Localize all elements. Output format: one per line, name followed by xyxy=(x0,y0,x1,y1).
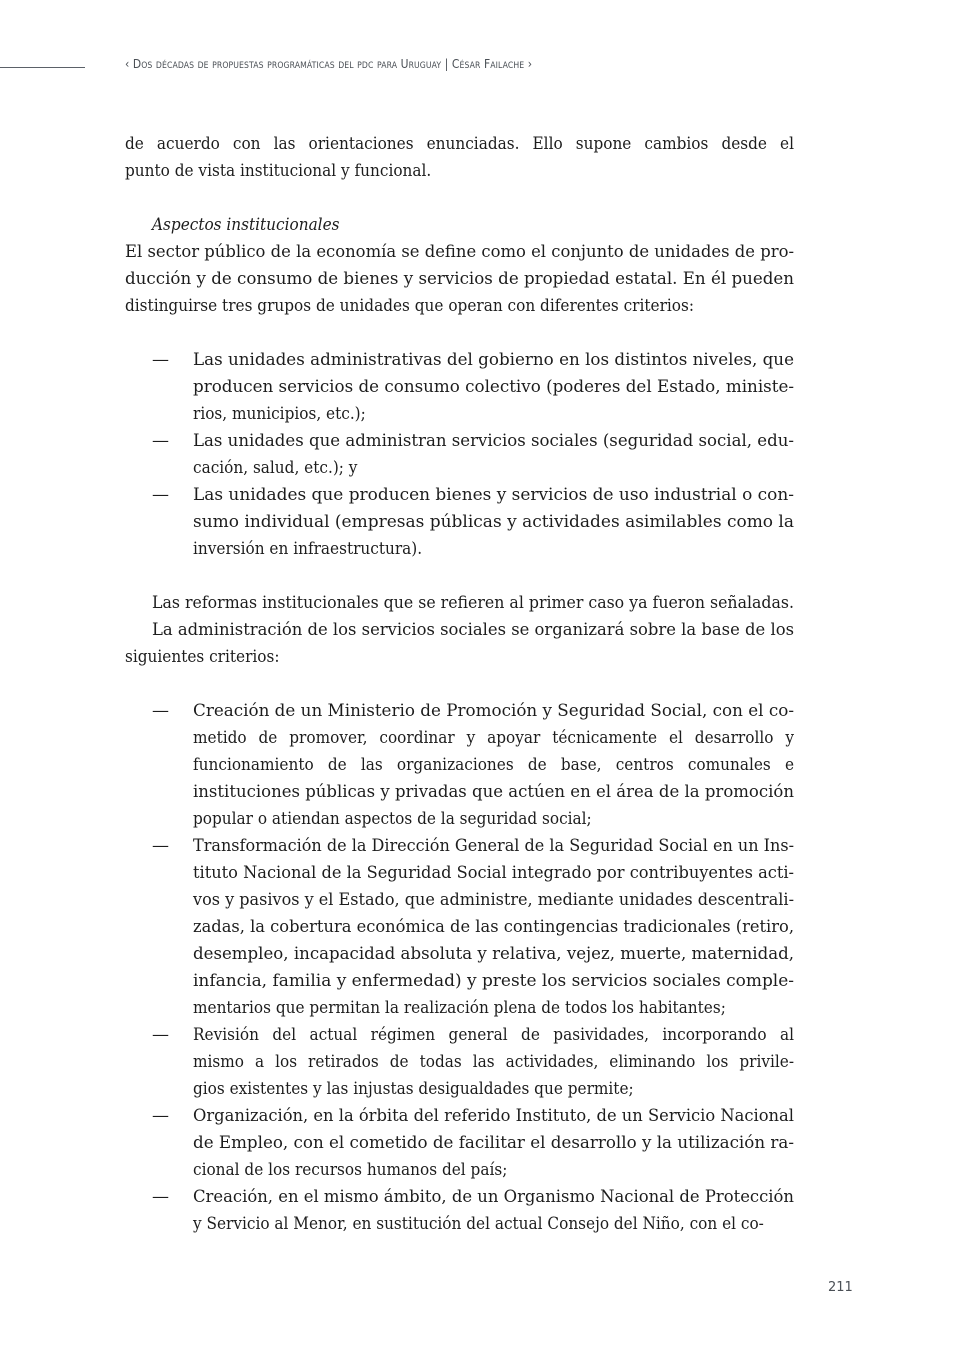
text-line: La administración de los servicios sociales se organizará sobre la base de los xyxy=(152,620,794,640)
list-item xyxy=(125,482,794,563)
text-line: zadas, la cobertura económica de las contingencias tradicionales (retiro, xyxy=(193,917,794,937)
text-line: rios, municipios, etc.); xyxy=(193,404,366,424)
text-line: El sector público de la economía se define como el conjunto de unidades de pro- xyxy=(125,242,794,262)
text-line: infancia, familia y enfermedad) y preste los servicios sociales comple- xyxy=(193,971,794,991)
text-line: Las unidades que producen bienes y servicios de uso industrial o con- xyxy=(193,485,794,505)
text-line: Revisión del actual régimen general de pasividades, incorporando al xyxy=(193,1025,794,1045)
text-line: siguientes criterios: xyxy=(125,647,280,667)
text-line: Creación de un Ministerio de Promoción y Seguridad Social, con el co- xyxy=(193,701,794,721)
list-item xyxy=(125,833,794,1022)
text-line: Transformación de la Dirección General de la Seguridad Social en un Ins- xyxy=(193,836,794,856)
list-item xyxy=(125,698,794,833)
text-line: funcionamiento de las organizaciones de base, centros comunales e xyxy=(193,755,795,775)
em-dash-bullet: — xyxy=(152,836,169,856)
text-line: de acuerdo con las orientaciones enunciadas. Ello supone cambios desde el xyxy=(125,134,795,154)
text-line: de Empleo, con el cometido de facilitar el desarrollo y la utilización ra- xyxy=(193,1133,794,1153)
text-line: Las unidades administrativas del gobierno en los distintos niveles, que xyxy=(193,350,794,370)
list-item xyxy=(125,347,794,428)
list-item xyxy=(125,1103,794,1184)
text-line: desempleo, incapacidad absoluta y relativa, vejez, muerte, maternidad, xyxy=(193,944,794,964)
middle-paragraph xyxy=(125,590,794,671)
text-line: mentarios que permitan la realización plena de todos los habitantes; xyxy=(193,998,726,1018)
em-dash-bullet: — xyxy=(152,431,169,451)
section-heading: Aspectos institucionales xyxy=(152,215,340,235)
text-line: gios existentes y las injustas desigualdades que permite; xyxy=(193,1079,634,1099)
text-line: distinguirse tres grupos de unidades que operan con diferentes criterios: xyxy=(125,296,694,316)
page-number: 211 xyxy=(828,1280,853,1295)
text-line: vos y pasivos y el Estado, que administre, mediante unidades descentrali- xyxy=(193,890,794,910)
list-item xyxy=(125,428,794,482)
text-line: Creación, en el mismo ámbito, de un Organismo Nacional de Protección xyxy=(193,1187,794,1207)
running-header: ‹ Dos décadas de propuestas programáticas del pdc para Uruguay | César Failache › xyxy=(125,56,533,71)
text-line: inversión en infraestructura). xyxy=(193,539,423,559)
text-line: mismo a los retirados de todas las actividades, eliminando los privile- xyxy=(193,1052,795,1072)
text-line: cional de los recursos humanos del país; xyxy=(193,1160,508,1180)
em-dash-bullet: — xyxy=(152,1025,169,1045)
em-dash-bullet: — xyxy=(152,1106,169,1126)
text-line: metido de promover, coordinar y apoyar técnicamente el desarrollo y xyxy=(193,728,795,748)
intro-paragraph xyxy=(125,131,794,185)
text-line: tituto Nacional de la Seguridad Social integrado por contribuyentes acti- xyxy=(193,863,794,883)
public-sector-units-list xyxy=(125,347,794,563)
text-line: punto de vista institucional y funcional. xyxy=(125,161,432,181)
em-dash-bullet: — xyxy=(152,701,169,721)
em-dash-bullet: — xyxy=(152,350,169,370)
social-services-criteria-list xyxy=(125,698,794,1238)
list-item xyxy=(125,1184,794,1238)
list-item xyxy=(125,1022,794,1103)
page-body xyxy=(125,131,794,1238)
text-line: cación, salud, etc.); y xyxy=(193,458,358,478)
text-line: instituciones públicas y privadas que actúen en el área de la promoción xyxy=(193,782,794,802)
text-line: y Servicio al Menor, en sustitución del actual Consejo del Niño, con el co- xyxy=(193,1214,764,1234)
text-line: sumo individual (empresas públicas y actividades asimilables como la xyxy=(193,512,794,532)
text-line: Las unidades que administran servicios sociales (seguridad social, edu- xyxy=(193,431,794,451)
text-line: producen servicios de consumo colectivo (poderes del Estado, ministe- xyxy=(193,377,794,397)
text-line: popular o atiendan aspectos de la seguridad social; xyxy=(193,809,592,829)
header-rule xyxy=(0,67,85,68)
text-line: Organización, en la órbita del referido Instituto, de un Servicio Nacional xyxy=(193,1106,794,1126)
em-dash-bullet: — xyxy=(152,1187,169,1207)
em-dash-bullet: — xyxy=(152,485,169,505)
section-paragraph xyxy=(125,239,794,320)
text-line: Las reformas institucionales que se refieren al primer caso ya fueron señaladas. xyxy=(152,593,794,613)
text-line: ducción y de consumo de bienes y servicios de propiedad estatal. En él pueden xyxy=(125,269,794,289)
